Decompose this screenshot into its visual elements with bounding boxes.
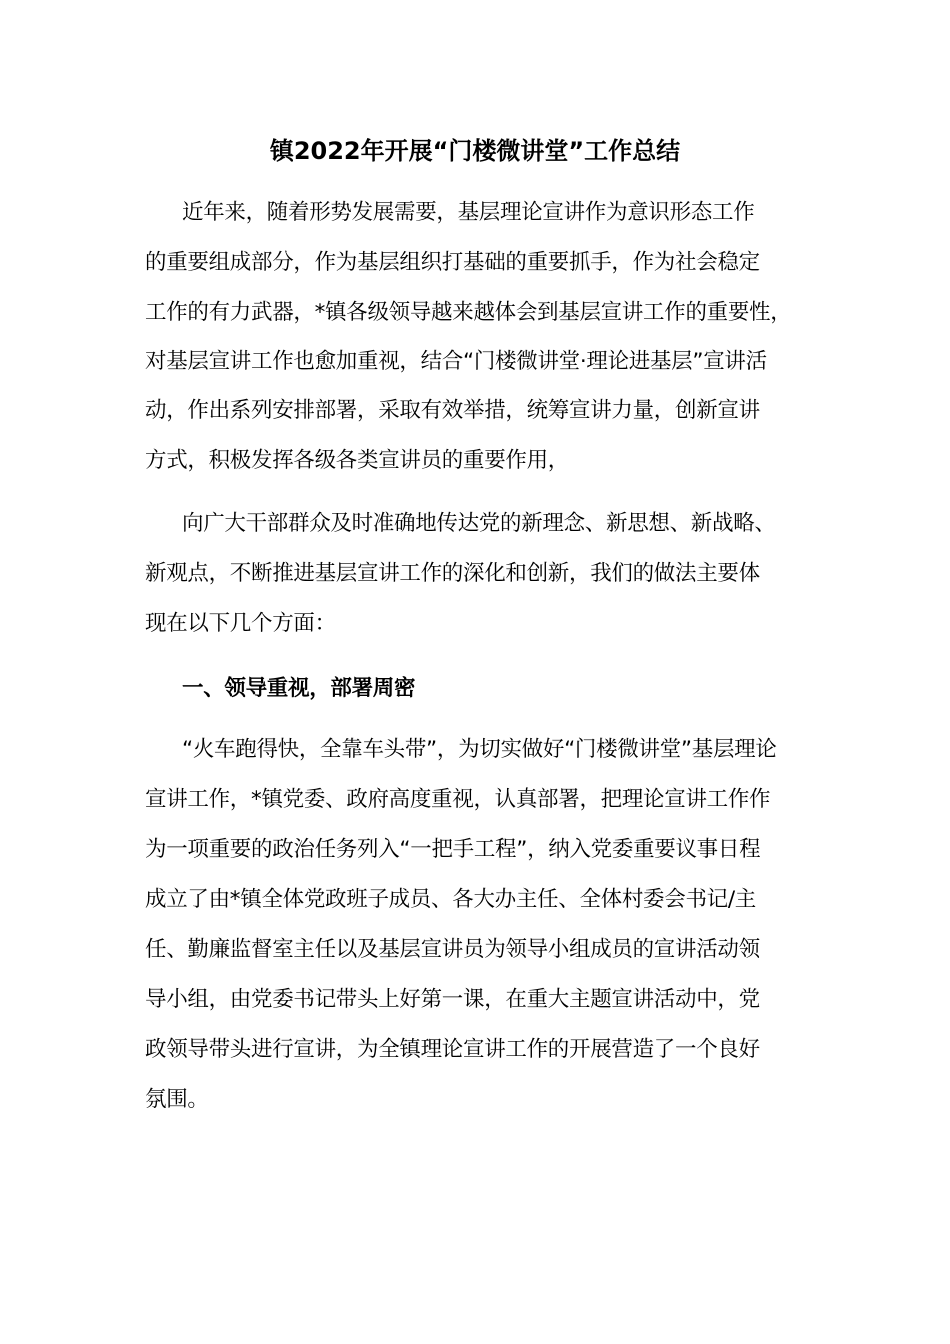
text-line: 工作的有力武器，*镇各级领导越来越体会到基层宣讲工作的重要性， [145,300,792,325]
text-line: “火车跑得快，全靠车头带”，为切实做好“门楼微讲堂”基层理论 [182,737,777,762]
text-line: 新观点，不断推进基层宣讲工作的深化和创新，我们的做法主要体 [145,561,760,586]
text-line: 政领导带头进行宣讲，为全镇理论宣讲工作的开展营造了一个良好 [145,1037,760,1062]
text-line: 向广大干部群众及时准确地传达党的新理念、新思想、新战略、 [182,511,776,536]
text-line: 任、勤廉监督室主任以及基层宣讲员为领导小组成员的宣讲活动领 [145,937,760,962]
text-line: 动，作出系列安排部署，采取有效举措，统筹宣讲力量，创新宣讲 [145,398,760,423]
section-heading: 一、领导重视，部署周密 [182,676,416,701]
text-line: 近年来，随着形势发展需要，基层理论宣讲作为意识形态工作 [182,200,755,225]
text-line: 宣讲工作，*镇党委、政府高度重视，认真部署，把理论宣讲工作作 [145,787,771,812]
text-line: 对基层宣讲工作也愈加重视，结合“门楼微讲堂·理论进基层”宣讲活 [145,349,767,374]
document-title: 镇2022年开展“门楼微讲堂”工作总结 [269,137,681,165]
text-line: 导小组，由党委书记带头上好第一课，在重大主题宣讲活动中，党 [145,987,760,1012]
text-line: 现在以下几个方面： [145,611,336,636]
text-line: 为一项重要的政治任务列入“一把手工程”，纳入党委重要议事日程 [145,837,761,862]
text-line: 方式，积极发挥各级各类宣讲员的重要作用， [145,448,570,473]
text-line: 的重要组成部分，作为基层组织打基础的重要抓手，作为社会稳定 [145,250,760,275]
text-line: 成立了由*镇全体党政班子成员、各大办主任、全体村委会书记/主 [145,887,756,912]
text-line: 氛围。 [145,1087,209,1112]
